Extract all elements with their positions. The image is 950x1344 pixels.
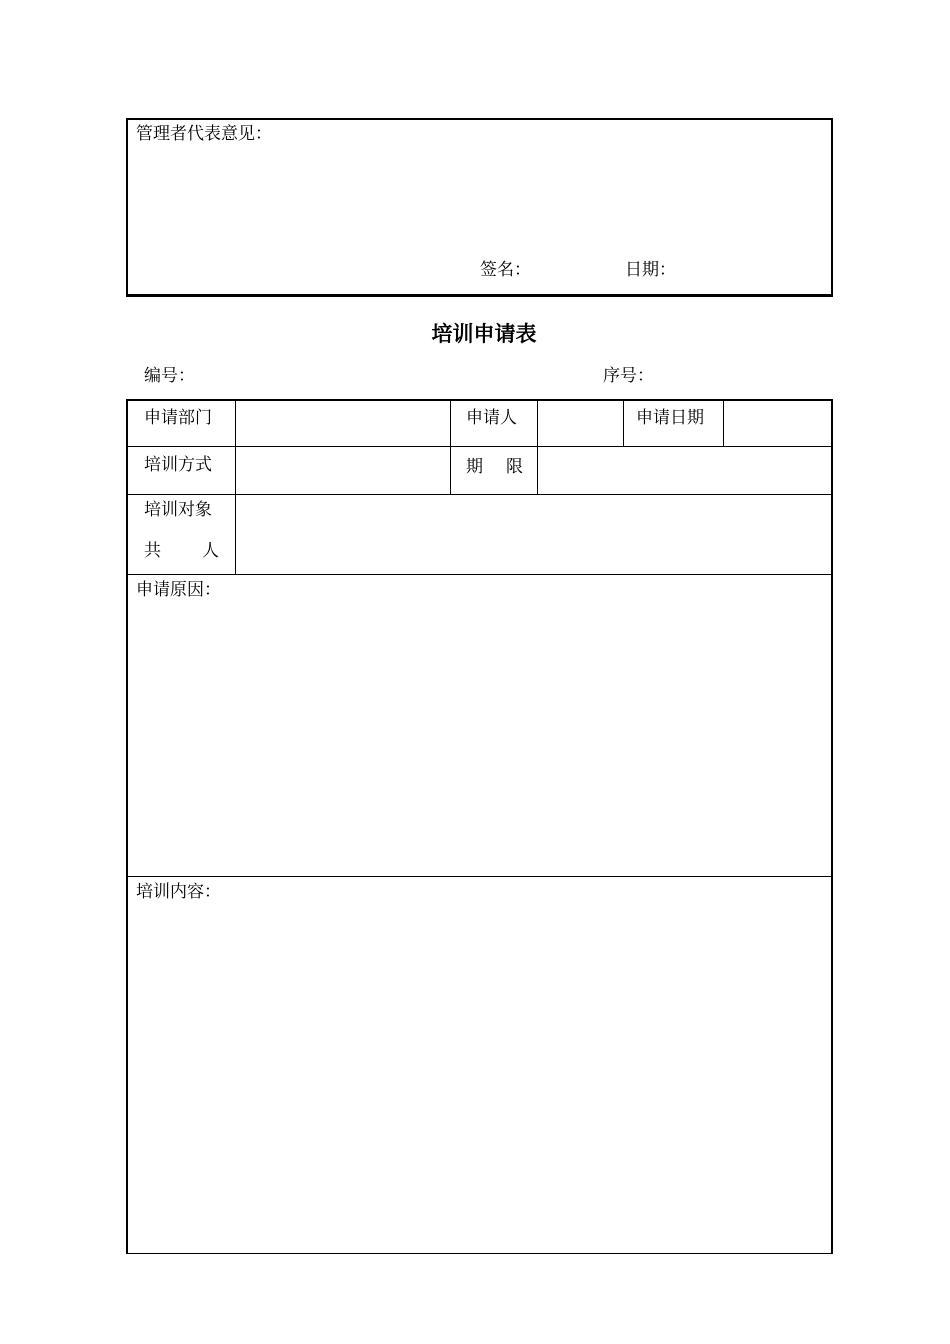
- signature-label: 签名：: [480, 260, 531, 280]
- apply-department-label: 申请部门: [144, 408, 212, 428]
- period-field[interactable]: [538, 447, 831, 494]
- number-label: 编号：: [144, 366, 195, 386]
- training-method-label: 培训方式: [144, 455, 212, 475]
- applicant-label: 申请人: [466, 408, 517, 428]
- date-label: 日期：: [625, 260, 676, 280]
- apply-department-field[interactable]: [236, 401, 450, 446]
- column-divider: [623, 401, 624, 446]
- training-method-field[interactable]: [236, 447, 450, 494]
- apply-reason-label: 申请原因：: [136, 580, 221, 600]
- total-label-char1: 共: [144, 541, 161, 561]
- training-application-table: [126, 399, 833, 1254]
- training-target-field[interactable]: [236, 495, 831, 574]
- row-divider: [128, 574, 831, 575]
- serial-label: 序号：: [603, 366, 654, 386]
- training-content-label: 培训内容：: [136, 882, 221, 902]
- applicant-field[interactable]: [538, 401, 623, 446]
- column-divider: [450, 401, 451, 494]
- apply-date-label: 申请日期: [636, 408, 704, 428]
- manager-opinion-box: [126, 118, 833, 297]
- period-label-char1: 期: [466, 457, 483, 477]
- form-title: 培训申请表: [431, 322, 537, 346]
- manager-opinion-label: 管理者代表意见：: [136, 124, 272, 144]
- training-content-field[interactable]: [128, 903, 831, 1251]
- row-divider: [128, 876, 831, 877]
- apply-date-field[interactable]: [724, 401, 831, 446]
- apply-reason-field[interactable]: [128, 601, 831, 876]
- total-label-char2: 人: [202, 541, 219, 561]
- period-label-char2: 限: [506, 457, 523, 477]
- training-target-label: 培训对象: [144, 500, 212, 520]
